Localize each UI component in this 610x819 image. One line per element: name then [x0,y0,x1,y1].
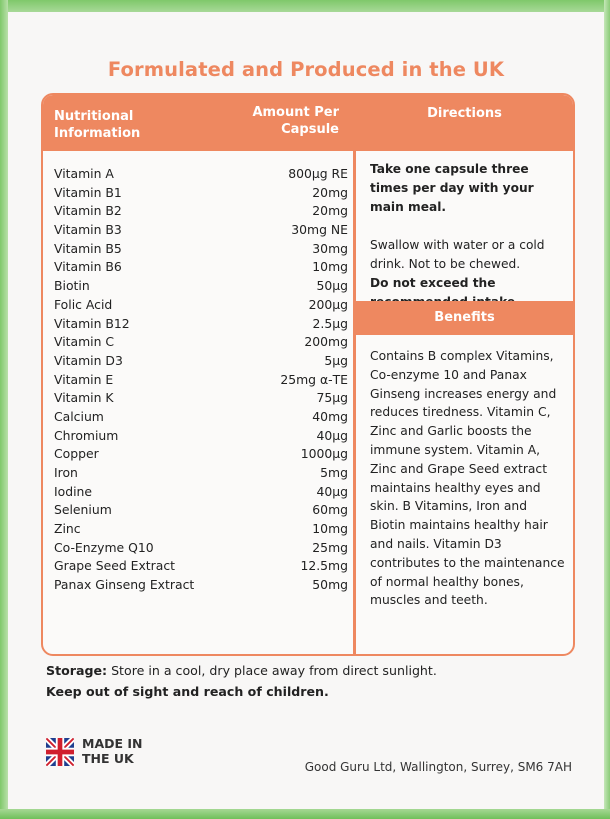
nutrient-amount: 5mg [320,465,348,480]
nutrition-row [54,371,348,390]
nutrient-name: Copper [54,446,99,462]
nutrient-name: Vitamin C [54,334,115,350]
nutrient-name: Zinc [54,521,81,537]
nutrition-row [54,352,348,371]
nutrient-name: Vitamin A [54,166,114,181]
packaging-edge-top [0,0,610,12]
nutrient-name: Vitamin B3 [54,222,122,238]
nutrition-header [43,95,353,151]
nutrient-name: Vitamin D3 [54,352,123,368]
children-warning: Keep out of sight and reach of children. [46,684,329,699]
nutrition-table [54,165,348,595]
nutrition-row [54,483,348,502]
storage-label: Storage: [46,663,108,678]
nutrition-row [54,333,348,352]
nutrient-name: Folic Acid [54,296,113,312]
nutrient-amount: 25mg α-TE [280,371,348,387]
nutrient-name: Panax Ginseng Extract [54,577,195,593]
nutrient-name: Chromium [54,427,119,443]
nutrient-amount: 40µg [316,483,348,499]
nutrient-name: Co-Enzyme Q10 [54,539,154,555]
made-in-uk-badge [46,736,186,776]
nutrition-row [54,576,348,595]
uk-flag-icon [46,738,74,766]
nutrition-row [54,408,348,427]
nutrition-row [54,539,348,558]
nutrient-amount: 20mg [312,184,348,200]
nutrient-name: Iodine [54,483,93,499]
column-divider [353,95,356,654]
nutrient-amount: 75µg [316,390,348,406]
packaging-edge-right [604,0,610,819]
nutrient-amount: 12.5mg [300,558,348,574]
nutrient-amount: 30mg [312,240,348,256]
nutrient-amount: 30mg NE [291,222,348,238]
nutrient-amount: 200mg [304,334,348,350]
nutrition-row [54,184,348,203]
nutrition-row [54,315,348,334]
nutrition-row [54,427,348,446]
nutrient-amount: 60mg [312,502,348,518]
nutrition-row [54,277,348,296]
nutrient-name: Calcium [54,408,104,424]
nutrition-row [54,389,348,408]
made-in-uk-text [82,736,143,766]
nutrient-name: Vitamin B2 [54,203,122,219]
nutrition-row [54,557,348,576]
nutrition-row [54,445,348,464]
company-address: Good Guru Ltd, Wallington, Surrey, SM6 7AH [304,760,572,774]
nutrition-row [54,258,348,277]
label-panel [8,12,604,809]
nutrient-amount: 200µg [308,296,348,312]
nutrient-amount: 5µg [324,352,348,368]
nutrition-row [54,464,348,483]
directions-header: Directions [356,95,573,151]
made-in-line2: THE UK [82,751,134,766]
nutrition-row [54,221,348,240]
amount-header-label: Amount Per Capsule [252,105,339,137]
nutrient-name: Biotin [54,278,90,294]
nutrient-name: Vitamin B12 [54,315,130,331]
nutrient-amount: 50mg [312,577,348,593]
headline: Formulated and Produced in the UK [107,58,505,81]
nutrient-name: Vitamin K [54,390,114,406]
nutrient-amount: 1000µg [300,446,348,462]
nutrient-amount: 2.5µg [312,315,348,331]
nutrient-name: Vitamin B6 [54,259,122,275]
nutrition-header-label: Nutritional Information [54,109,141,141]
nutrition-row [54,296,348,315]
nutrient-amount: 40mg [312,408,348,424]
nutrition-row [54,520,348,539]
nutrient-amount: 20mg [312,203,348,219]
nutrient-name: Grape Seed Extract [54,558,176,574]
storage-section [46,660,586,702]
directions-text [370,160,566,312]
nutrition-row [54,165,348,184]
made-in-line1: MADE IN [82,736,143,751]
nutrient-amount: 10mg [312,521,348,537]
info-box [41,93,575,656]
nutrient-amount: 50µg [316,278,348,294]
nutrient-name: Vitamin B1 [54,184,122,200]
nutrient-amount: 25mg [312,539,348,555]
nutrient-amount: 800µg RE [288,166,348,181]
nutrition-row [54,202,348,221]
nutrient-name: Iron [54,465,78,480]
storage-text: Store in a cool, dry place away from direct sunlight. [111,663,437,678]
packaging-edge-bottom [0,809,610,819]
nutrient-name: Vitamin B5 [54,240,122,256]
nutrient-name: Selenium [54,502,112,518]
benefits-header: Benefits [356,301,573,335]
nutrition-row [54,240,348,259]
directions-swallow: Swallow with water or a cold drink. Not to be chewed. [370,238,545,271]
nutrient-amount: 40µg [316,427,348,443]
nutrient-amount: 10mg [312,259,348,275]
nutrient-name: Vitamin E [54,371,114,387]
directions-dosage: Take one capsule three times per day with your main meal. [370,162,534,214]
packaging-edge-left [0,0,8,819]
directions-warning: Do not exceed the [370,276,496,290]
nutrition-row [54,501,348,520]
benefits-text: Contains B complex Vitamins, Co-enzyme 10 and Panax Ginseng increases energy and reduces tiredness. Vitamin C, Zinc and Garlic boosts the immune system. Vitamin A, Zinc and Grape Seed extract maintains healthy eyes and skin. B Vitamins, Iron and Biotin maintains healthy hair and nails. Vitamin D3 contributes to the maintenance of normal healthy bones, muscles and teeth. [370,349,565,608]
